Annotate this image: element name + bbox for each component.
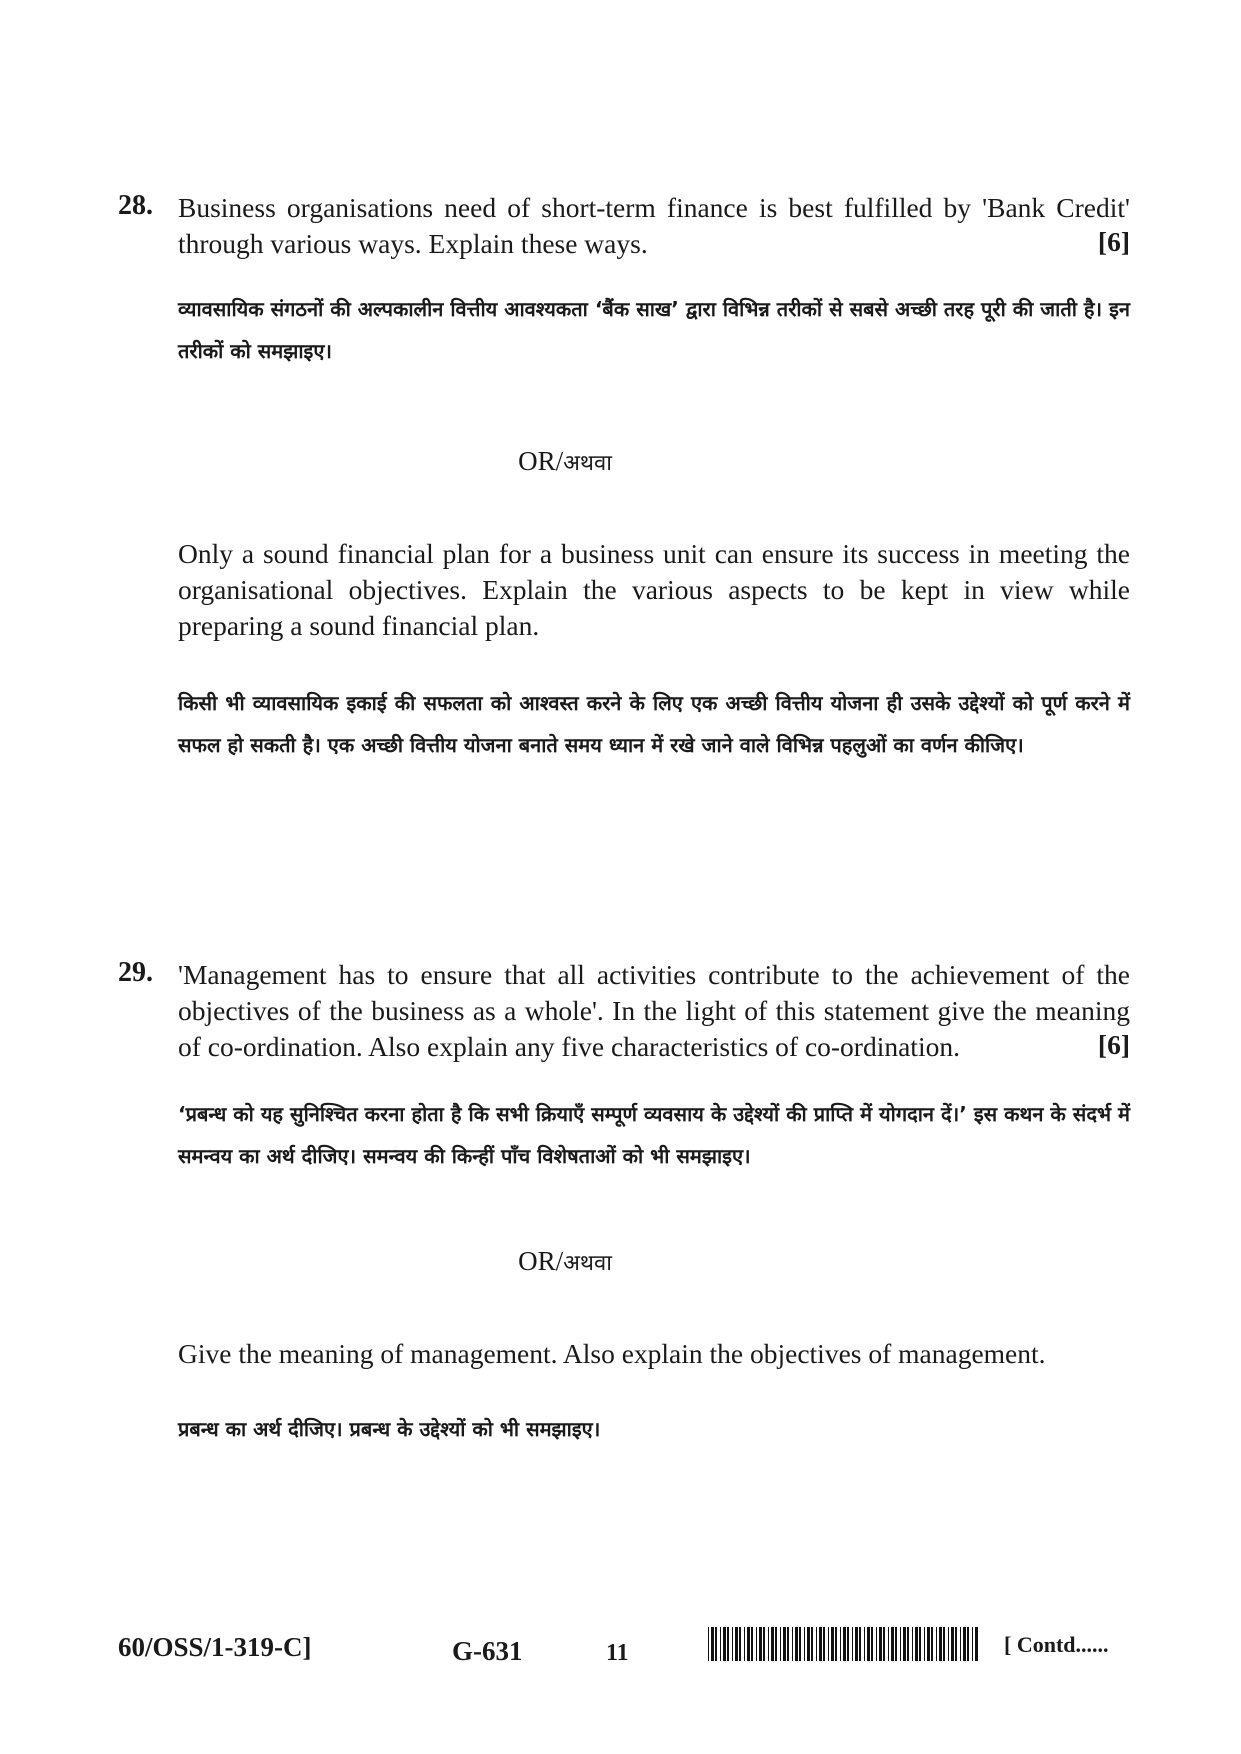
barcode-bar	[807, 1627, 810, 1661]
barcode-bar	[787, 1627, 789, 1661]
barcode-bar	[960, 1627, 961, 1661]
barcode	[708, 1627, 978, 1661]
barcode-bar	[843, 1627, 846, 1661]
barcode-bar	[912, 1627, 913, 1661]
barcode-bar	[727, 1627, 729, 1661]
barcode-bar	[855, 1627, 858, 1661]
page-number: 11	[606, 1640, 629, 1666]
barcode-bar	[879, 1627, 882, 1661]
barcode-bar	[852, 1627, 853, 1661]
barcode-bar	[708, 1627, 709, 1661]
or-label-hindi: अथवा	[563, 1251, 612, 1276]
barcode-bar	[888, 1627, 889, 1661]
or-label-hindi: अथवा	[563, 451, 612, 476]
barcode-bar	[795, 1627, 798, 1661]
barcode-bar	[747, 1627, 750, 1661]
barcode-bar	[847, 1627, 849, 1661]
barcode-bar	[919, 1627, 921, 1661]
barcode-bar	[768, 1627, 769, 1661]
barcode-bar	[948, 1627, 949, 1661]
barcode-bar	[924, 1627, 925, 1661]
barcode-bar	[876, 1627, 877, 1661]
marks: [6]	[1097, 226, 1130, 257]
barcode-bar	[823, 1627, 825, 1661]
question-29-alternative	[118, 1336, 1130, 1496]
barcode-bar	[903, 1627, 906, 1661]
barcode-bar	[720, 1627, 721, 1661]
barcode-bar	[915, 1627, 918, 1661]
question-text-english: Business organisations need of short-term finance is best fulfilled by 'Bank Credit' through various ways. Explain these ways.	[178, 192, 1130, 259]
barcode-bar	[816, 1627, 817, 1661]
barcode-bar	[763, 1627, 765, 1661]
barcode-bar	[819, 1627, 822, 1661]
barcode-bar	[951, 1627, 954, 1661]
question-29	[118, 957, 1130, 1237]
barcode-bar	[715, 1627, 717, 1661]
or-label: OR/	[518, 1246, 564, 1276]
barcode-bar	[939, 1627, 942, 1661]
question-text-hindi: ‘प्रबन्ध को यह सुनिश्चित करना होता है कि सभी क्रियाएँ सम्पूर्ण व्यवसाय के उद्देश्यों की प्राप्ति में योगदान दें।’ इस कथन के संदर्भ में समन्वय का अर्थ दीजिए। समन्वय की किन्हीं पाँच विशेषताओं को भी समझाइए।	[178, 1102, 1130, 1168]
barcode-bar	[871, 1627, 873, 1661]
barcode-bar	[799, 1627, 801, 1661]
question-number: 28.	[118, 190, 153, 221]
alt-question-text-hindi: किसी भी व्यावसायिक इकाई की सफलता को आश्वस्त करने के लिए एक अच्छी वित्तीय योजना ही उसके उद्देश्यों को पूर्ण करने में सफल हो सकती है। एक अच्छी वित्तीय योजना बनाते समय ध्यान में रखे जाने वाले विभिन्न पहलुओं का वर्णन कीजिए।	[178, 691, 1130, 757]
paper-code: 60/OSS/1-319-C]	[118, 1632, 312, 1662]
barcode-bar	[751, 1627, 753, 1661]
barcode-bar	[792, 1627, 793, 1661]
barcode-bar	[883, 1627, 885, 1661]
alt-question-text-english: Only a sound financial plan for a business unit can ensure its success in meeting the organisational objectives. Explain the various aspects to be kept in view while preparing a sound financial plan.	[178, 538, 1130, 641]
barcode-bar	[975, 1627, 978, 1661]
alt-question-text-english: Give the meaning of management. Also explain the objectives of management.	[178, 1338, 1046, 1369]
alt-question-text-hindi: प्रबन्ध का अर्थ दीजिए। प्रबन्ध के उद्देश्यों को भी समझाइए।	[178, 1417, 601, 1441]
barcode-bar	[723, 1627, 726, 1661]
barcode-bar	[831, 1627, 834, 1661]
barcode-bar	[891, 1627, 894, 1661]
barcode-bar	[927, 1627, 930, 1661]
continued-label: [ Contd......	[1004, 1632, 1109, 1657]
barcode-bar	[867, 1627, 870, 1661]
question-number: 29.	[118, 957, 153, 988]
barcode-bar	[972, 1627, 973, 1661]
or-separator	[0, 1246, 1130, 1277]
barcode-bar	[895, 1627, 897, 1661]
barcode-bar	[771, 1627, 774, 1661]
barcode-bar	[943, 1627, 945, 1661]
barcode-bar	[936, 1627, 937, 1661]
barcode-bar	[775, 1627, 777, 1661]
barcode-bar	[907, 1627, 909, 1661]
barcode-bar	[759, 1627, 762, 1661]
barcode-bar	[864, 1627, 865, 1661]
barcode-bar	[963, 1627, 966, 1661]
barcode-bar	[828, 1627, 829, 1661]
barcode-bar	[835, 1627, 837, 1661]
barcode-bar	[744, 1627, 745, 1661]
or-separator	[0, 446, 1130, 477]
question-text-english: 'Management has to ensure that all activities contribute to the achievement of the objectives of the business as a whole'. In the light of this statement give the meaning of co-ordination. Also explain any five characteristics of co-ordination.	[178, 959, 1130, 1062]
barcode-bar	[711, 1627, 714, 1661]
barcode-bar	[780, 1627, 781, 1661]
barcode-bar	[931, 1627, 933, 1661]
question-28-alternative	[118, 536, 1130, 836]
barcode-bar	[756, 1627, 757, 1661]
barcode-bar	[859, 1627, 861, 1661]
barcode-bar	[783, 1627, 786, 1661]
question-text-hindi: व्यावसायिक संगठनों की अल्पकालीन वित्तीय आवश्यकता ‘बैंक साख’ द्वारा विभिन्न तरीकों से सबसे अच्छी तरह पूरी की जाती है। इन तरीकों को समझाइए।	[178, 297, 1130, 363]
paper-set: G-631	[452, 1636, 523, 1666]
barcode-bar	[900, 1627, 901, 1661]
marks: [6]	[1097, 1029, 1130, 1060]
barcode-bar	[967, 1627, 969, 1661]
barcode-bar	[955, 1627, 957, 1661]
barcode-bar	[804, 1627, 805, 1661]
barcode-bar	[735, 1627, 738, 1661]
barcode-bar	[732, 1627, 733, 1661]
barcode-bar	[811, 1627, 813, 1661]
barcode-bar	[840, 1627, 841, 1661]
barcode-bar	[739, 1627, 741, 1661]
or-label: OR/	[518, 446, 564, 476]
